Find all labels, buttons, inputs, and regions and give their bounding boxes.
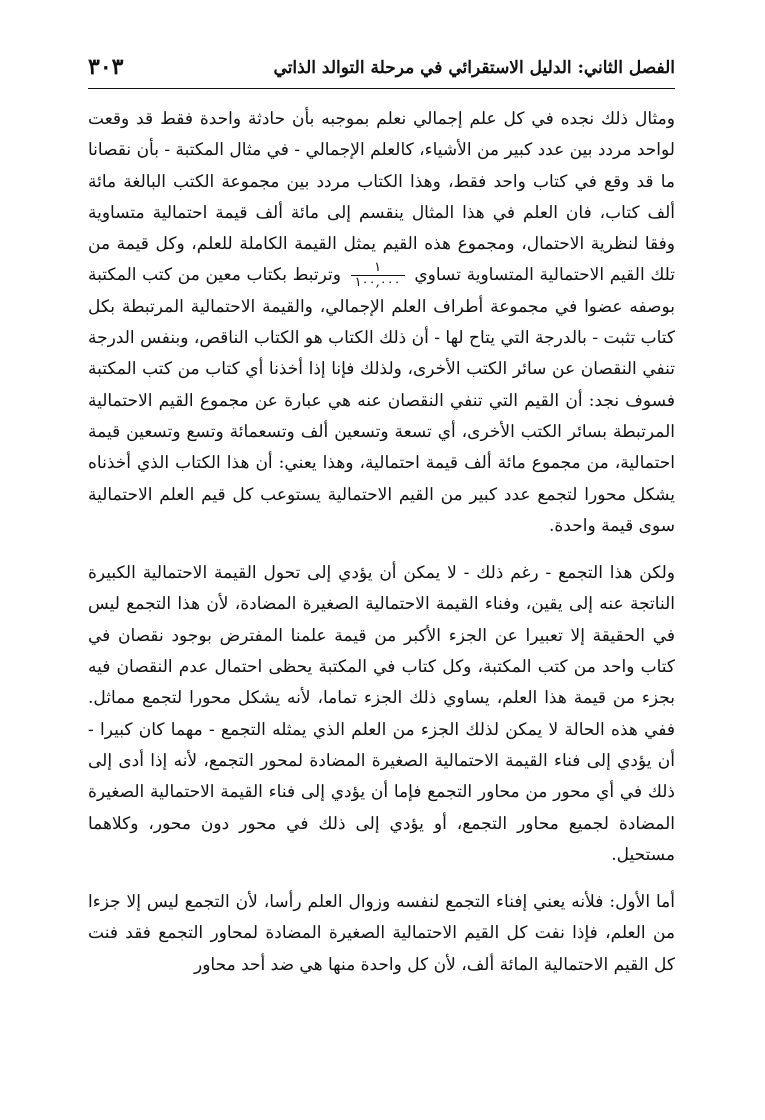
fraction — [351, 261, 405, 290]
paragraph-1 — [88, 104, 675, 542]
paragraph-2: ولكن هذا التجمع - رغم ذلك - لا يمكن أن يؤدي إلى تحول القيمة الاحتمالية الكبيرة الناتجة عنه إلى يقين، وفناء القيمة الاحتمالية الصغيرة المضادة، لأن هذا التجمع ليس في الحقيقة إلا تعبيرا عن الجزء الأكبر من قيمة علمنا المفترض بوجود نقصان في كتاب واحد من كتب المكتبة، وكل كتاب في المكتبة يحظى احتمال عدم النقصان فيه بجزء من قيمة هذا العلم، يساوي ذلك الجزء تماما، لأنه يشكل محورا لتجمع مماثل. ففي هذه الحالة لا يمكن لذلك الجزء من العلم الذي يمثله التجمع - مهما كان كبيرا - أن يؤدي إلى فناء القيمة الاحتمالية الصغيرة المضادة لمحور التجمع، لأنه إذا أدى إلى ذلك في أي محور من محاور التجمع فإما أن يؤدي إلى فناء القيمة الاحتمالية الصغيرة المضادة لجميع محاور التجمع، أو يؤدي إلى ذلك في محور دون محور، وكلاهما مستحيل. — [88, 563, 675, 865]
fraction-numerator: ١ — [374, 260, 382, 276]
paragraph-1-text-end: وترتبط بكتاب معين من كتب المكتبة بوصفه عضوا في مجموعة أطراف العلم الإجمالي، والقيمة الاحتمالية المرتبطة بكل كتاب تثبت - بالدرجة التي يتاح لها - أن ذلك الكتاب هو الكتاب الناقص، وبنفس الدرجة تنفي النقصان عن سائر الكتب الأخرى، ولذلك فإنا إذا أخذنا أي كتاب من كتب المكتبة فسوف نجد: أن القيم التي تنفي النقصان عنه هي عبارة عن مجموع القيم الاحتمالية المرتبطة بسائر الكتب الأخرى، أي تسعة وتسعين ألف وتسعمائة وتسع وتسعين قيمة احتمالية، من مجموع مائة ألف قيمة احتمالية، وهذا يعني: أن هذا الكتاب الذي أخذناه يشكل محورا لتجمع عدد كبير من القيم الاحتمالية يستوعب كل قيم العلم الاحتمالية سوى قيمة واحدة. — [88, 265, 675, 536]
running-header — [88, 52, 675, 89]
body-text — [88, 104, 675, 981]
paragraph-1-text-start: ومثال ذلك نجده في كل علم إجمالي نعلم بموجبه بأن حادثة واحدة فقط قد وقعت لواحد مردد بين عدد كبير من الأشياء، كالعلم الإجمالي - في مثال المكتبة - بأن نقصانا ما قد وقع في كتاب واحد فقط، وهذا الكتاب مردد بين مجموعة الكتب البالغة مائة ألف كتاب، فان العلم في هذا المثال ينقسم إلى مائة ألف قيمة احتمالية متساوية وفقا لنظرية الاحتمال، ومجموع هذه القيم يمثل القيمة الكاملة للعلم، وكل قيمة من تلك القيم الاحتمالية المتساوية تساوي — [88, 109, 676, 286]
chapter-title: الفصل الثاني: الدليل الاستقرائي في مرحلة التوالد الذاتي — [273, 58, 675, 78]
paragraph-3: أما الأول: فلأنه يعني إفناء التجمع لنفسه وزوال العلم رأسا، لأن التجمع ليس إلا جزءا من العلم، فإذا نفت كل القيم الاحتمالية الصغيرة المضادة لمحاور التجمع فقد فنت كل القيم الاحتمالية المائة ألف، لأن كل واحدة منها هي ضد أحد محاور — [88, 892, 675, 975]
page-number: ٣٠٣ — [88, 54, 124, 80]
fraction-denominator: ١٠٠,٠٠٠ — [351, 275, 405, 290]
